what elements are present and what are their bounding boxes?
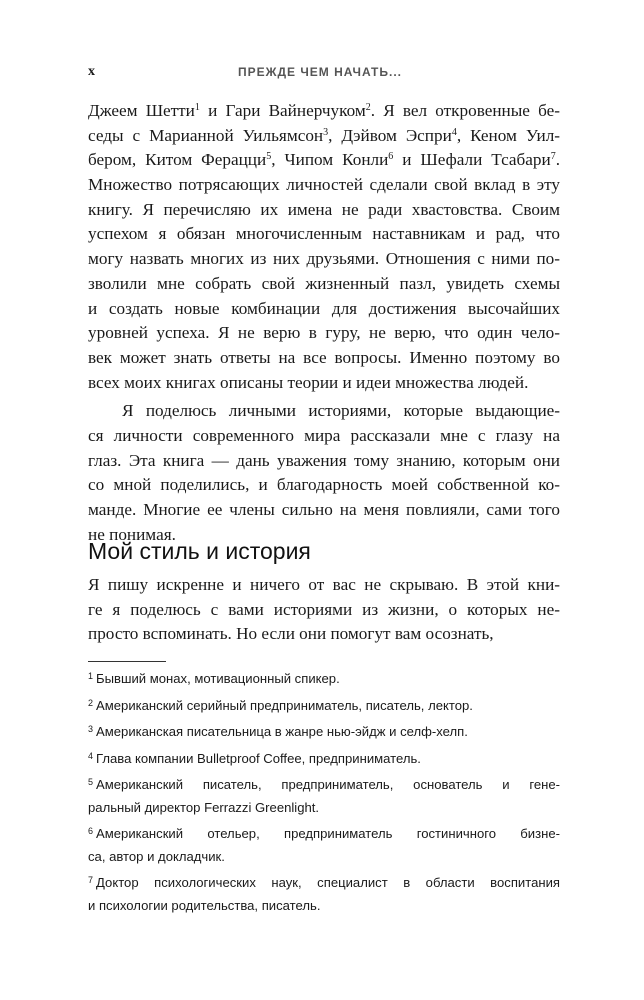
footnote-number: 2: [88, 697, 94, 708]
text-run: век может знать ответы на все вопросы. Именно поэтому во: [88, 347, 560, 367]
text-run: бером, Китом Ферацци: [88, 150, 267, 170]
running-head: [88, 64, 560, 84]
text-run: , Чипом Конли: [271, 150, 389, 170]
footnote-line: [88, 748, 560, 771]
text-run: зволили мне собрать свой жизненный пазл, увидеть схемы: [88, 273, 560, 293]
footnote-ref: 3: [323, 126, 329, 138]
text-line: [88, 148, 560, 173]
footnote-ref: 4: [451, 126, 457, 138]
footnote-2: [88, 695, 560, 718]
text-run: и Шефали Тсабари: [393, 150, 551, 170]
text-run: успехом я обязан многочисленным наставникам и рад, что: [88, 224, 560, 244]
footnote-line: [88, 846, 560, 869]
footnote-ref: 5: [266, 151, 272, 163]
text-line: [88, 247, 560, 272]
text-line: ся личности современного мира рассказали мне с глазу на: [88, 425, 560, 445]
footnote-line: [88, 721, 560, 744]
text-line: [88, 272, 560, 297]
text-run: и Гари Вайнерчуком: [199, 101, 366, 120]
text-line: ге я поделюсь с вами историями из жизни, о которых не-: [88, 599, 560, 619]
page-number: x: [88, 64, 95, 79]
text-run: уровней успеха. Я не верю в гуру, не верю, что один чело-: [88, 323, 560, 343]
text-run: , Кеном Уил-: [456, 125, 561, 145]
text-line: со мной поделились, и благодарность моей собственной ко-: [88, 475, 560, 495]
footnote-line: [88, 797, 560, 820]
footnote-number: 5: [88, 777, 94, 787]
footnote-text: Бывший монах, мотивационный спикер.: [96, 671, 340, 686]
footnote-number: 7: [88, 875, 94, 885]
footnote-text: Американский писатель, предприниматель, основатель и гене-: [96, 777, 560, 792]
text-line: [88, 99, 560, 124]
text-run: , Дэйвом Эспри: [328, 125, 452, 145]
footnote-6: [88, 823, 560, 868]
footnote-number: 1: [88, 671, 94, 681]
text-line: Я поделюсь личными историями, которые выдающие-: [122, 401, 560, 421]
footnote-number: 6: [88, 826, 94, 836]
footnote-number: 4: [88, 750, 94, 761]
footnote-5: [88, 774, 560, 819]
footnotes: [88, 668, 560, 921]
text-run: Множество потрясающих личностей сделали свой вклад в эту: [88, 175, 560, 195]
text-line: не понимая.: [88, 524, 176, 544]
text-line: [88, 198, 560, 223]
footnote-text: Американский серийный предприниматель, писатель, лектор.: [96, 697, 473, 713]
footnote-line: [88, 823, 560, 846]
section-heading: Мой стиль и история: [88, 538, 311, 564]
text-line: [88, 124, 560, 149]
text-run: всех моих книгах описаны теории и идеи множества людей.: [88, 372, 529, 392]
running-title: ПРЕЖДЕ ЧЕМ НАЧАТЬ...: [238, 65, 403, 79]
text-run: . Я вел откровенные бе-: [370, 101, 560, 120]
text-line: [88, 371, 560, 396]
text-line: глаз. Эта книга — дань уважения тому знанию, которым они: [88, 450, 560, 470]
text-line: Я пишу искренне и ничего от вас не скрываю. В этой кни-: [88, 575, 560, 594]
footnote-text: Американская писательница в жанре нью-эйдж и селф-хелп.: [96, 724, 468, 739]
footnote-text: Американский отельер, предприниматель гостиничного бизне-: [96, 826, 560, 841]
footnote-text: ральный директор Ferrazzi Greenlight.: [88, 799, 320, 815]
text-line: [88, 173, 560, 198]
footnote-7: [88, 872, 560, 917]
footnote-ref: 7: [550, 151, 556, 163]
footnote-text: Доктор психологических наук, специалист в области воспитания: [96, 875, 560, 890]
text-run: Джеем Шетти: [88, 101, 195, 120]
footnote-line: [88, 668, 560, 691]
footnote-ref: 6: [388, 151, 394, 163]
text-line: [88, 297, 560, 322]
footnote-line: [88, 695, 560, 718]
body-text: [88, 99, 560, 547]
footnote-text: са, автор и докладчик.: [88, 848, 225, 864]
text-run: седы с Марианной Уильямсон: [88, 125, 324, 145]
paragraph-1: [88, 99, 560, 395]
footnote-text: и психологии родительства, писатель.: [88, 897, 321, 913]
text-line: манде. Многие ее члены сильно на меня повлияли, сами того: [88, 500, 560, 519]
footnote-line: [88, 774, 560, 797]
footnote-divider: [88, 661, 166, 662]
footnote-line: [88, 872, 560, 895]
text-line: просто вспоминать. Но если они помогут вам осознать,: [88, 624, 494, 644]
footnote-text: Глава компании Bulletproof Coffee, предприниматель.: [96, 750, 421, 766]
footnote-4: [88, 748, 560, 771]
paragraph-2: [88, 399, 560, 547]
footnote-ref: 2: [365, 102, 371, 113]
footnote-1: [88, 668, 560, 691]
text-line: [88, 222, 560, 247]
footnote-3: [88, 721, 560, 744]
text-run: .: [555, 150, 560, 170]
footnote-line: [88, 895, 560, 918]
footnote-ref: 1: [194, 102, 200, 113]
text-run: книгу. Я перечисляю их имена не ради хвастовства. Своим: [88, 199, 560, 219]
section-paragraph: [88, 573, 560, 647]
text-line: [88, 346, 560, 371]
text-run: и создать новые комбинации для достижения высочайших: [88, 298, 560, 318]
text-run: могу назвать многих из них друзьями. Отношения с ними по-: [88, 249, 560, 269]
text-line: [88, 321, 560, 346]
footnote-number: 3: [88, 724, 94, 734]
